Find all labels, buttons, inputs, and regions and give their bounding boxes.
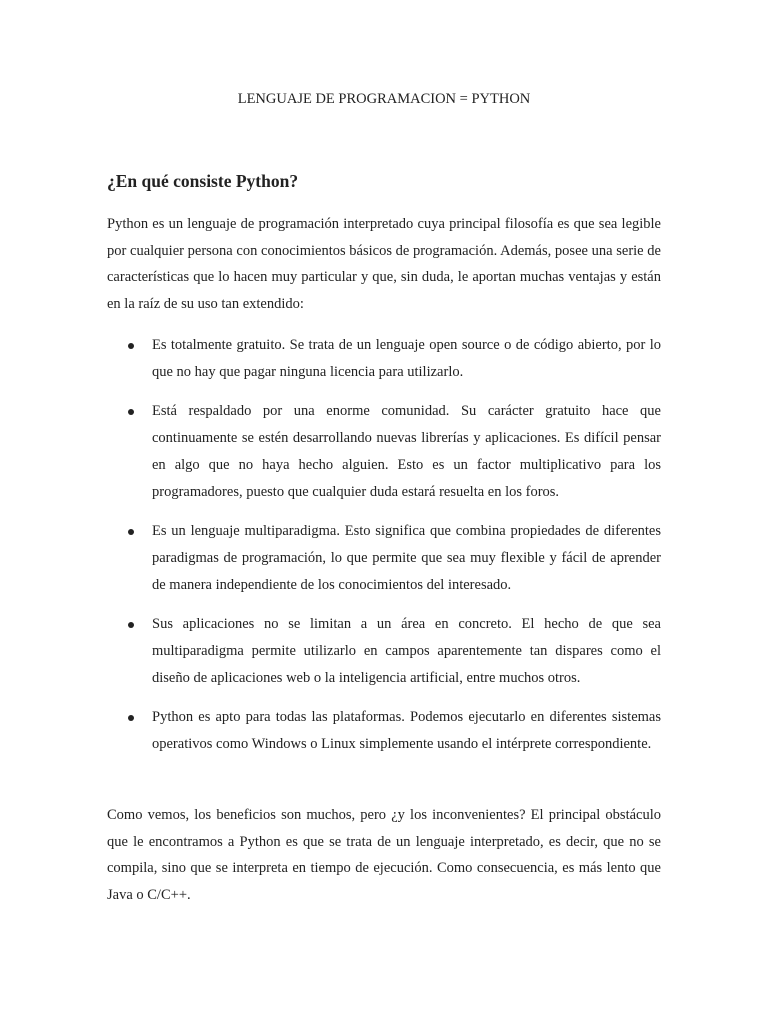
list-item-text: Es totalmente gratuito. Se trata de un lenguaje open source o de código abierto, por lo que no hay que pagar ninguna licencia para utilizarlo. bbox=[152, 337, 661, 380]
bullet-icon bbox=[128, 622, 134, 628]
bullet-icon bbox=[128, 529, 134, 535]
intro-paragraph: Python es un lenguaje de programación interpretado cuya principal filosofía es que sea legible por cualquier persona con conocimientos básicos de programación. Además, posee una serie de características que lo hacen muy particular y que, sin duda, le aportan muchas ventajas y están en la raíz de su uso tan extendido: bbox=[107, 216, 661, 313]
list-item-text: Está respaldado por una enorme comunidad. Su carácter gratuito hace que continuamente se estén desarrollando nuevas librerías y aplicaciones. Es difícil pensar en algo que no haya hecho alguien. Esto es un factor multiplicativo para los programadores, puesto que cualquier duda estará resuelta en los foros. bbox=[152, 403, 661, 500]
list-item bbox=[107, 704, 661, 757]
closing-paragraph: Como vemos, los beneficios son muchos, pero ¿y los inconvenientes? El principal obstáculo que le encontramos a Python es que se trata de un lenguaje interpretado, es decir, que no se compila, sino que se interpreta en tiempo de ejecución. Como consecuencia, es más lento que Java o C/C++. bbox=[107, 807, 661, 904]
bullet-icon bbox=[128, 715, 134, 721]
list-item-text: Sus aplicaciones no se limitan a un área en concreto. El hecho de que sea multiparadigma permite utilizarlo en campos aparentemente tan dispares como el diseño de aplicaciones web o la inteligencia artificial, entre muchos otros. bbox=[152, 616, 661, 686]
advantages-list bbox=[107, 332, 661, 771]
bullet-icon bbox=[128, 409, 134, 415]
list-item bbox=[107, 332, 661, 385]
bullet-icon bbox=[128, 343, 134, 349]
list-item-text: Python es apto para todas las plataformas. Podemos ejecutarlo en diferentes sistemas operativos como Windows o Linux simplemente usando el intérprete correspondiente. bbox=[152, 709, 661, 753]
document-title: LENGUAJE DE PROGRAMACION = PYTHON bbox=[237, 91, 531, 107]
list-item bbox=[107, 518, 661, 598]
section-heading: ¿En qué consiste Python? bbox=[107, 171, 299, 191]
list-item bbox=[107, 398, 661, 505]
list-item bbox=[107, 611, 661, 691]
list-item-text: Es un lenguaje multiparadigma. Esto significa que combina propiedades de diferentes paradigmas de programación, lo que permite que sea muy flexible y fácil de aprender de manera independiente de los conocimientos del interesado. bbox=[152, 523, 661, 593]
